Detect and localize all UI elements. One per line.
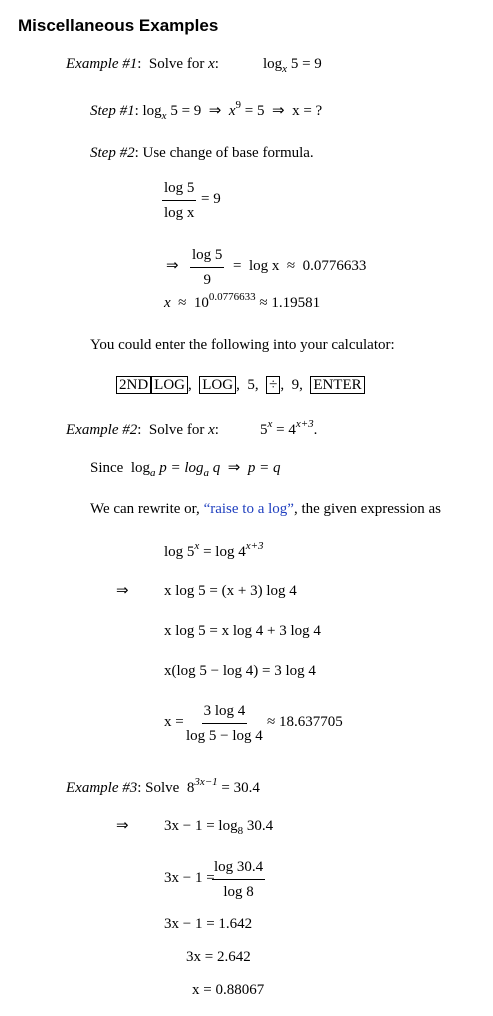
example-1-label: Example #1: [66, 56, 138, 72]
fraction-log5-over-9: $\frac{\log 5}{9}$: [192, 247, 223, 288]
fraction-log5-over-logx: $\frac{\log 5}{\text{log x}}$: [164, 180, 195, 221]
fraction-3log4-over-difference: $\frac{3 \log 4}{\log 5 - \log 4}$: [186, 703, 263, 744]
x-approx-result: $x \approx 10^{0.0776633} \approx 1.19581$: [164, 291, 321, 311]
implies-arrow: ⇒: [272, 103, 285, 119]
example-2-line-3: x log 5 = x log 4 + 3 log 4: [164, 623, 321, 639]
step-2: Step #2: Use change of base formula.: [90, 145, 314, 161]
raise-to-a-log-link[interactable]: “raise to a log”: [203, 501, 294, 517]
calculator-key-sequence: 2ND LOG , LOG , 5, ÷ , 9, ENTER: [116, 376, 365, 394]
example-2-statement: Example #2: Solve for x:: [66, 422, 219, 438]
implies-arrow: ⇒: [208, 103, 222, 119]
key-log: LOG: [199, 376, 236, 394]
rewrite-sentence: We can rewrite or, “raise to a log”, the given expression as: [90, 501, 441, 517]
x-result-approx: ≈ 18.637705: [267, 714, 343, 730]
example-1-statement: Example #1: Solve for x:: [66, 56, 219, 72]
x-equals: x =: [164, 714, 184, 730]
example-3-statement: Example #3: Solve $8^{3x-1} = 30.4$: [66, 776, 260, 796]
calculator-instruction: You could enter the following into your calculator:: [90, 337, 395, 353]
implies-arrow: ⇒: [227, 460, 241, 476]
page-title: Miscellaneous Examples: [18, 16, 219, 35]
fraction-log30-4-over-log8: $\frac{\log 30.4}{\log 8}$: [214, 859, 264, 900]
equals-9: = 9: [201, 191, 221, 207]
example-1-equation: $\log_x 5 = 9$: [263, 56, 322, 75]
step-1: Step #1: $\log_x 5 = 9$ ⇒ $x^9 = 5$ ⇒ x = ?: [90, 99, 323, 122]
implies-arrow: ⇒: [116, 818, 129, 834]
example-3-line-4: 3x = 2.642: [186, 949, 251, 965]
implies-arrow: ⇒: [166, 258, 179, 274]
example-3-line-5: x = 0.88067: [192, 982, 265, 998]
example-3-line-1: $3x - 1 = \log_8 30.4$: [164, 818, 274, 837]
example-3-label: Example #3: [66, 780, 138, 796]
key-log: LOG: [151, 376, 188, 394]
key-2nd: 2ND: [116, 376, 151, 394]
key-enter: ENTER: [310, 376, 364, 394]
example-2-line-2: x log 5 = (x + 3) log 4: [164, 583, 297, 599]
key-divide: ÷: [266, 376, 280, 394]
example-2-label: Example #2: [66, 422, 138, 438]
three-x-minus-1-equals: 3x − 1 =: [164, 870, 215, 886]
example-2-line-1: $\log 5^x = \log 4^{x+3}$: [164, 540, 264, 560]
log-x-approx: = log x ≈ 0.0776633: [233, 258, 367, 274]
example-2-equation: $5^x = 4^{x+3}$.: [260, 418, 318, 438]
example-3-line-3: 3x − 1 = 1.642: [164, 916, 253, 932]
implies-arrow: ⇒: [116, 583, 129, 599]
log-equality-rule: Since $\log_a p = \log_a q$ ⇒ p = q: [90, 460, 281, 479]
example-2-line-4: x(log 5 − log 4) = 3 log 4: [164, 663, 316, 679]
